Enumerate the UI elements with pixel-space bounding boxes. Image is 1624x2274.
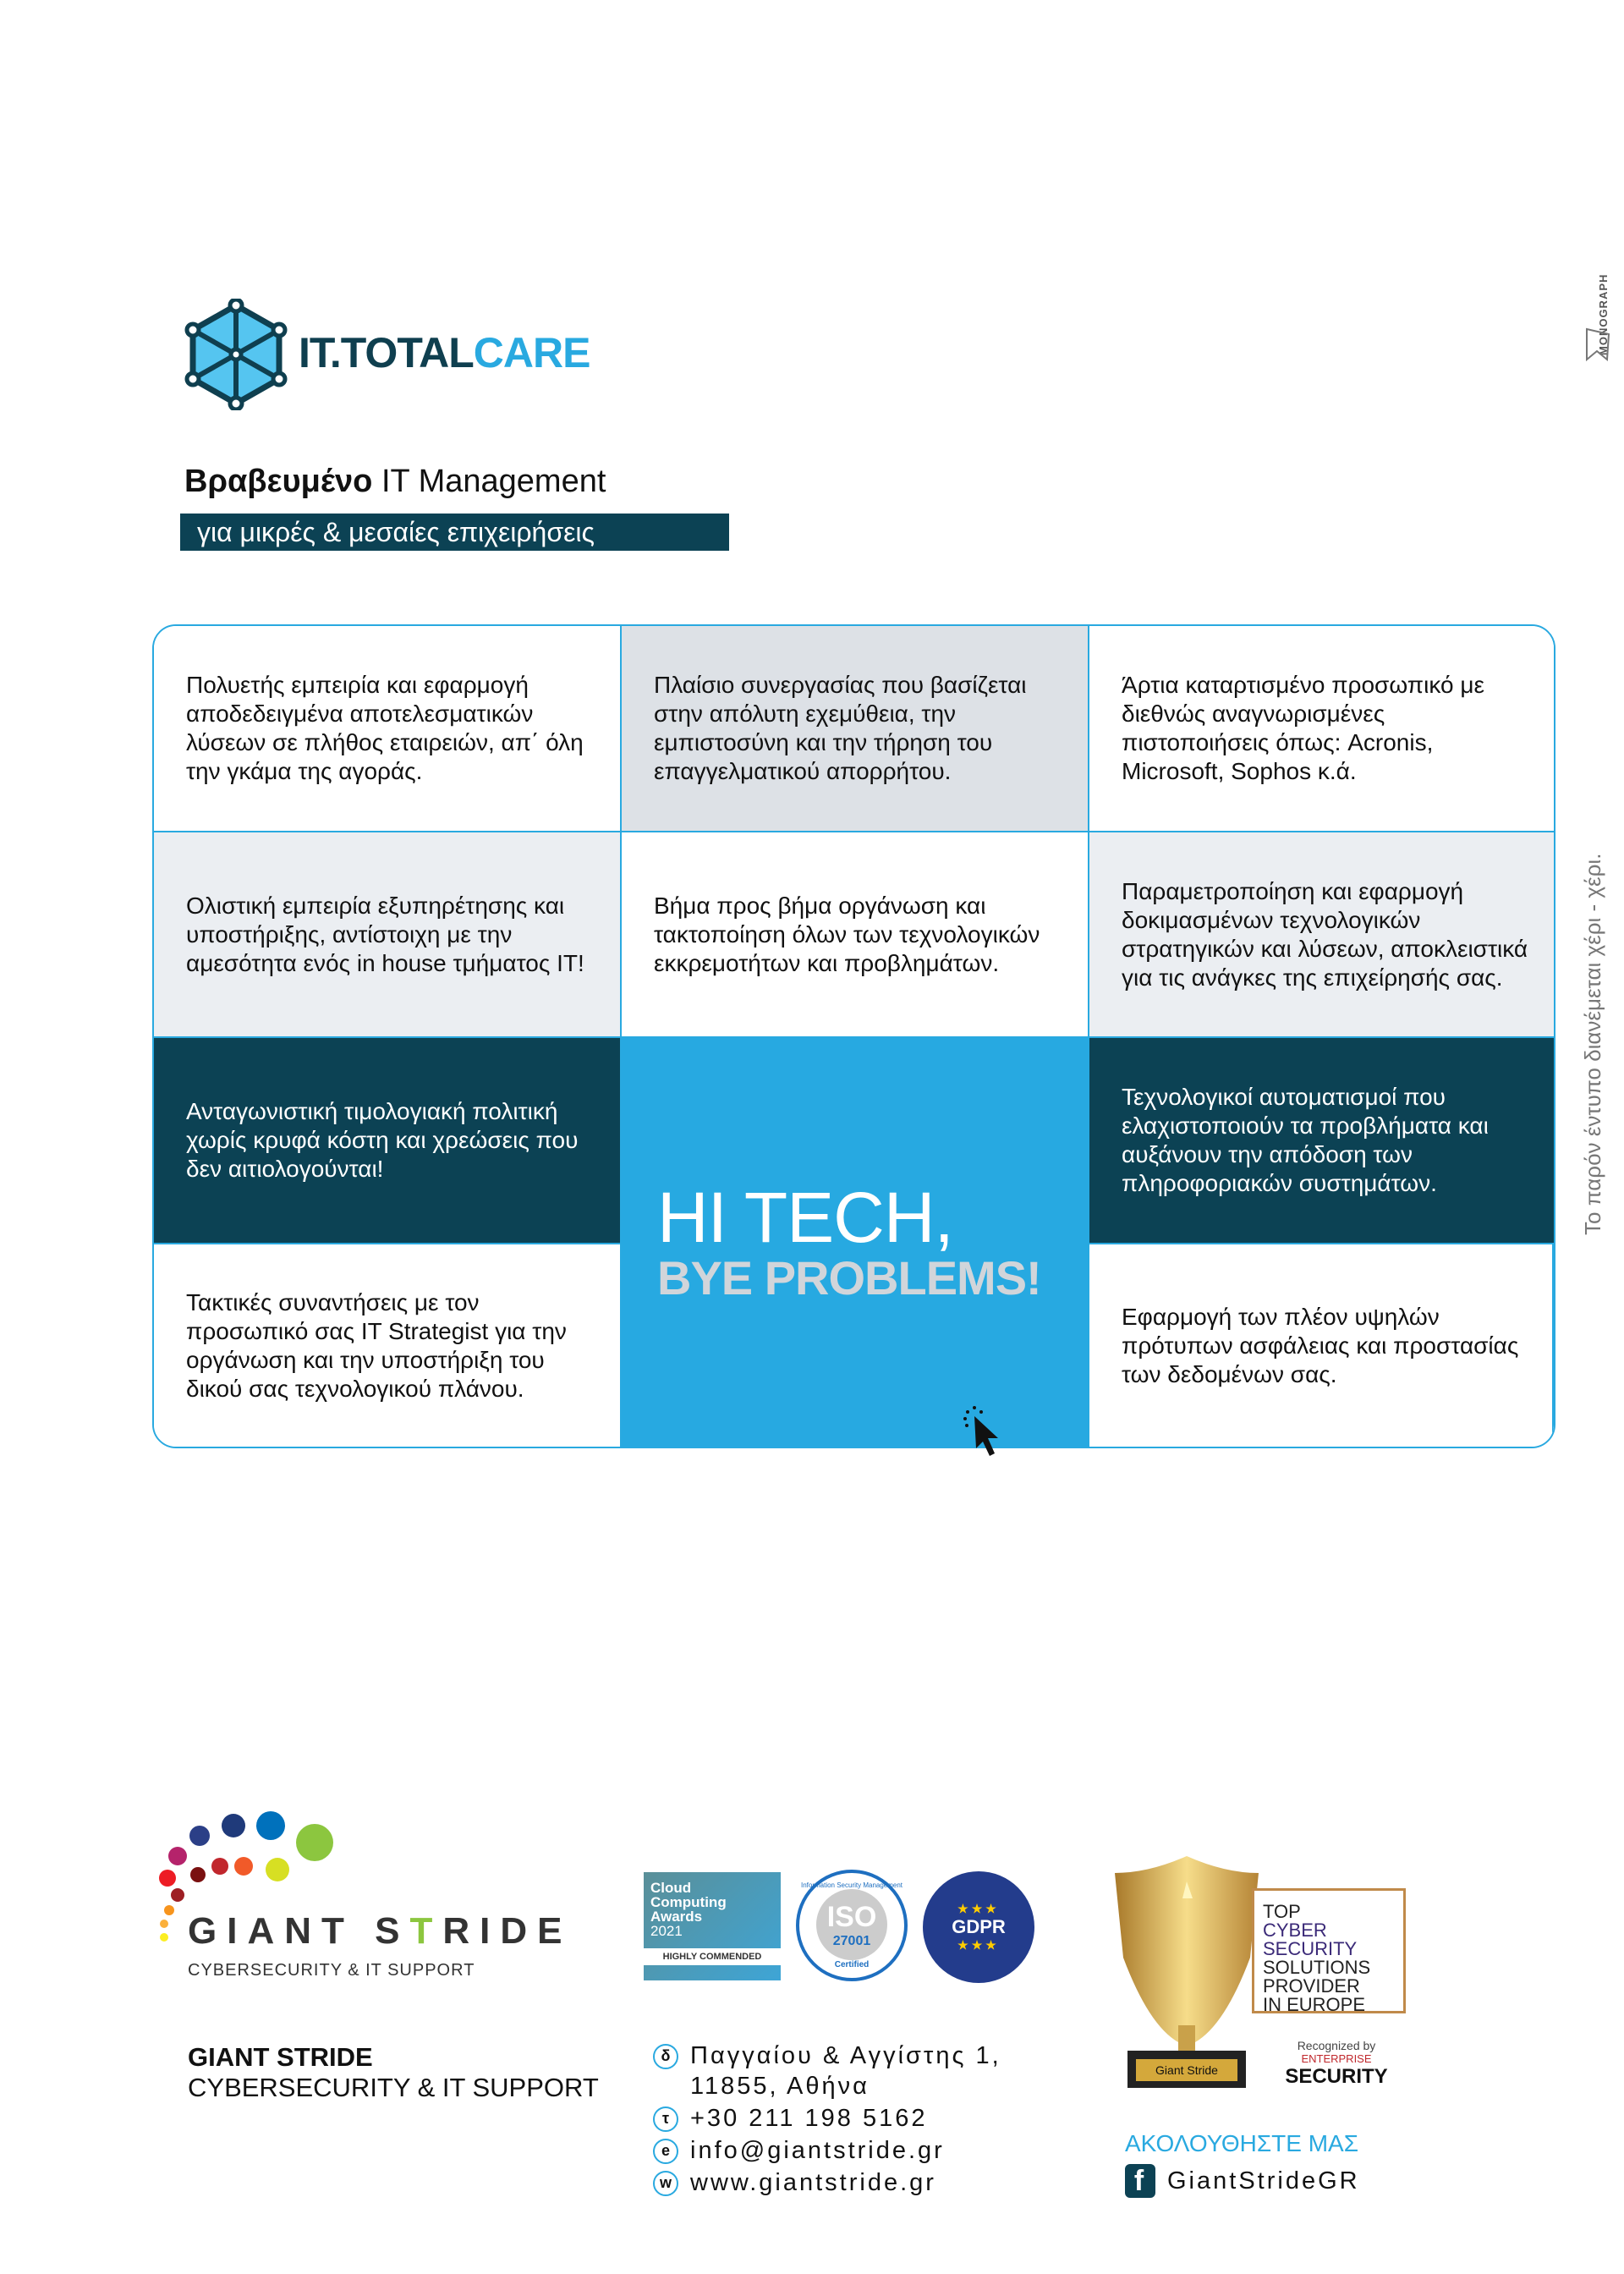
contact-email[interactable] xyxy=(653,2137,945,2165)
feature-cell: Εφαρμογή των πλέον υψηλών πρότυπων ασφάλειας και προστασίας των δεδομένων σας. xyxy=(1089,1244,1554,1447)
gdpr-text: GDPR xyxy=(952,1916,1006,1937)
iso-text: ISO xyxy=(826,1900,877,1933)
award-l3: SOLUTIONS xyxy=(1263,1957,1371,1978)
contact-address xyxy=(653,2042,1001,2070)
address-line2: 11855, Αθήνα xyxy=(690,2073,870,2100)
iso-certified: Certified xyxy=(834,1960,870,1969)
brand-logo-text xyxy=(299,328,590,377)
address-icon: δ xyxy=(653,2044,678,2069)
cloud-l1: Cloud xyxy=(650,1880,692,1896)
phone-icon: τ xyxy=(653,2106,678,2132)
cloud-highly-commended: HIGHLY COMMENDED xyxy=(644,1948,781,1965)
giant-stride-logo-sub: CYBERSECURITY & IT SUPPORT xyxy=(188,1961,475,1980)
it-totalcare-logo-icon xyxy=(184,299,288,410)
cloud-l3: Awards xyxy=(650,1909,703,1925)
contact-web[interactable] xyxy=(653,2169,936,2197)
cursor-click-icon xyxy=(963,1404,1013,1464)
feature-cell: Ολιστική εμπειρία εξυπηρέτησης και υποστήριξης, αντίστοιχη με την αμεσότητα ενός in house τμήματος IT! xyxy=(154,832,622,1038)
email-icon: e xyxy=(653,2139,678,2164)
web-icon: w xyxy=(653,2171,678,2196)
logo-text-part2: CARE xyxy=(473,329,590,376)
phone-text[interactable]: +30 211 198 5162 xyxy=(690,2105,928,2132)
side-note: Το παρόν έντυπο διανέμεται χέρι - χέρι. xyxy=(1580,853,1605,1235)
award-l5: IN EUROPE xyxy=(1263,1994,1366,2015)
feature-cell: Άρτια καταρτισμένο προσωπικό με διεθνώς αναγνωρισμένες πιστοποιήσεις όπως: Acronis, Microsoft, Sophos κ.ά. xyxy=(1089,626,1554,832)
recognized-by xyxy=(1273,2039,1400,2089)
cloud-year: 2021 xyxy=(650,1923,683,1939)
eu-stars-icon: ★★★ xyxy=(957,1902,1000,1915)
award-l4: PROVIDER xyxy=(1263,1975,1360,1997)
rec-text: Recognized by xyxy=(1297,2039,1376,2052)
feature-cell: Τεχνολογικοί αυτοματισμοί που ελαχιστοποιούν τα προβλήματα και αυξάνουν την απόδοση των πληροφοριακών συστημάτων. xyxy=(1089,1038,1554,1244)
monograph-logo-icon xyxy=(1583,326,1612,363)
headline-rest: IT Management xyxy=(372,464,606,499)
logo-title-a: GIANT S xyxy=(188,1910,410,1952)
trophy-icon xyxy=(1115,1856,1259,2090)
features-grid xyxy=(152,624,1555,1448)
monograph-mark: MONOGRAPH xyxy=(1597,273,1610,355)
feature-cell: Πολυετής εμπειρία και εφαρμογή αποδεδειγμένα αποτελεσματικών λύσεων σε πλήθος εταιρειών, απ΄ όλη την γκάμα της αγοράς. xyxy=(154,626,622,832)
logo-title-t: T xyxy=(409,1910,443,1952)
trophy-plate: Giant Stride xyxy=(1155,2063,1218,2077)
feature-cell: Πλαίσιο συνεργασίας που βασίζεται στην απόλυτη εχεμύθεια, την εμπιστοσύνη και την τήρηση του επαγγελματικού απορρήτου. xyxy=(622,626,1089,832)
award-l2: CYBER SECURITY xyxy=(1263,1920,1358,1959)
facebook-icon: f xyxy=(1125,2164,1155,2198)
feature-cell: Τακτικές συναντήσεις με τον προσωπικό σας IT Strategist για την οργάνωση και την υποστήριξη του δικού σας τεχνολογικού πλάνου. xyxy=(154,1244,622,1447)
award-box xyxy=(1252,1888,1406,2013)
company-name: GIANT STRIDE xyxy=(188,2042,373,2072)
gdpr-badge xyxy=(923,1871,1034,1983)
cloud-l2: Computing xyxy=(650,1894,727,1910)
address-line1: Παγγαίου & Αγγίστης 1, xyxy=(690,2042,1001,2069)
giant-stride-logo-text xyxy=(188,1910,572,1953)
feature-cell: Παραμετροποίηση και εφαρμογή δοκιμασμένων τεχνολογικών στρατηγικών και λύσεων, αποκλειστικά για τις ανάγκες της επιχείρησής σας. xyxy=(1089,832,1554,1038)
iso-badge xyxy=(796,1870,908,1981)
follow-us-label: ΑΚΟΛΟΥΘΗΣΤΕ ΜΑΣ xyxy=(1125,2130,1359,2156)
contact-phone[interactable] xyxy=(653,2105,928,2133)
facebook-handle[interactable]: GiantStrideGR xyxy=(1167,2167,1360,2194)
iso-number: 27001 xyxy=(832,1933,871,1948)
contact-address-2 xyxy=(690,2073,870,2101)
hero-line1: HI TECH, xyxy=(657,1177,953,1257)
hero-line2: BYE PROBLEMS! xyxy=(657,1250,1041,1305)
rec-security: SECURITY xyxy=(1285,2065,1388,2088)
company-sub: CYBERSECURITY & IT SUPPORT xyxy=(188,2073,599,2102)
email-link[interactable]: info@giantstride.gr xyxy=(690,2137,945,2164)
web-link[interactable]: www.giantstride.gr xyxy=(690,2169,936,2196)
award-l1: TOP xyxy=(1263,1901,1301,1922)
hero-cell xyxy=(622,1038,1089,1447)
logo-title-b: RIDE xyxy=(442,1910,573,1952)
feature-cell: Βήμα προς βήμα οργάνωση και τακτοποίηση όλων των τεχνολογικών εκκρεμοτήτων και προβλημάτων. xyxy=(622,832,1089,1038)
headline-bold: Βραβευμένο xyxy=(184,464,373,499)
facebook-link[interactable] xyxy=(1125,2164,1360,2198)
logo-text-part1: IT.TOTAL xyxy=(299,329,474,376)
feature-cell: Ανταγωνιστική τιμολογιακή πολιτική χωρίς κρυφά κόστη και χρεώσεις που δεν αιτιολογούνται! xyxy=(154,1038,622,1244)
eu-stars-icon: ★★★ xyxy=(957,1938,1000,1952)
rec-enterprise: ENTERPRISE xyxy=(1301,2052,1372,2065)
cloud-award-badge xyxy=(644,1872,781,1980)
iso-ring-text: Information Security Management xyxy=(800,1881,903,1889)
subtitle-bar: για μικρές & μεσαίες επιχειρήσεις xyxy=(180,514,729,551)
headline xyxy=(184,464,606,500)
